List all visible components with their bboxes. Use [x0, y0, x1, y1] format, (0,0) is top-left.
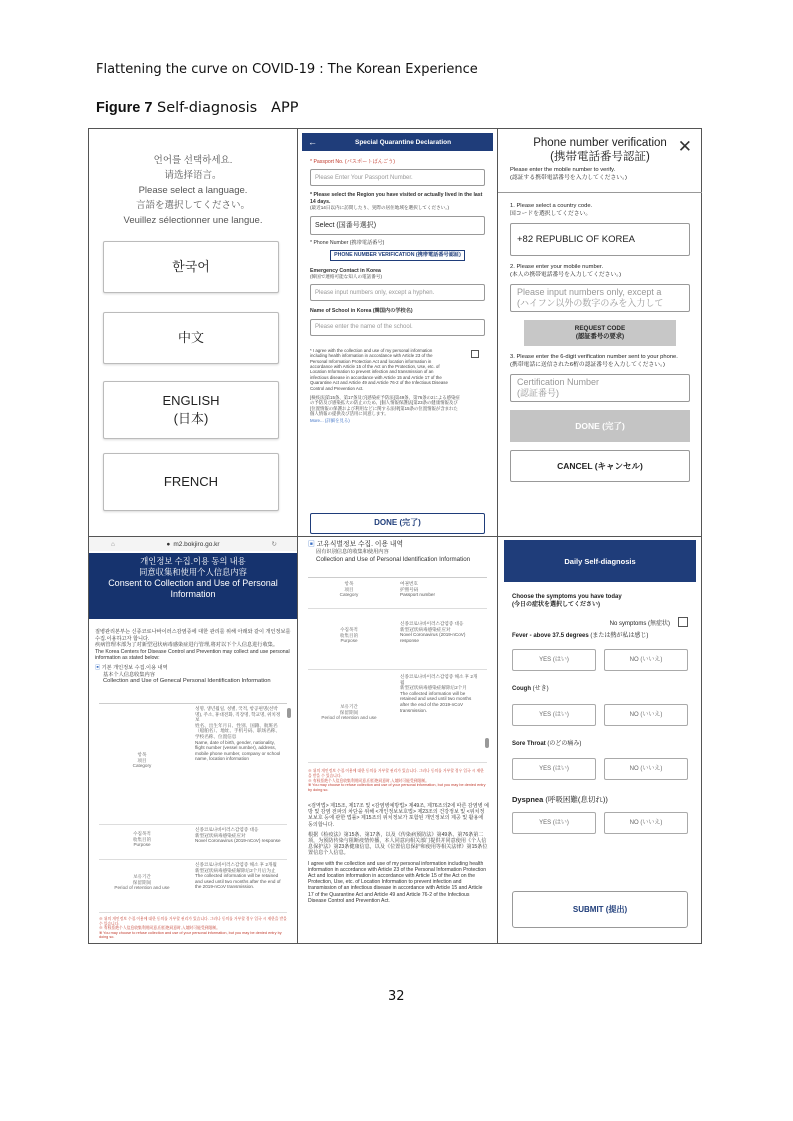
language-button-korean[interactable] — [103, 241, 279, 293]
footnote-jp: ※ 有权拒绝个人信息收集利用同意,但拒绝同意时,入境时可能受到限制。 — [308, 778, 429, 783]
request-code-button[interactable] — [524, 320, 676, 346]
language-prompt: Please select a language. — [138, 185, 248, 196]
emergency-label: Emergency Contact in Korea — [310, 267, 381, 274]
section-ko — [95, 665, 293, 672]
school-label: Name of School in Korea (韓国内の学校名) — [310, 308, 413, 315]
step2-label-jp: (本人の携帯電話番号を入力してください。) — [510, 271, 622, 278]
page-number: 32 — [388, 989, 405, 1004]
running-header: Flattening the curve on COVID-19 : The Korean Experience — [96, 62, 478, 77]
language-prompt: 言語を選択してください。 — [135, 200, 250, 211]
law-text-ko: <검역법> 제15조, 제17조 및 <감염병예방법> 제49조, 제76조의2에 따른 감염병 예방 및 감염 전파의 차단을 위해 <개인정보보호법> 제23조의 건강정보 및 <위치정보보호 등에 관한 법률> 제15조의 위치정보가 포함된 개인정보의 제공 및 활용에 동의합니다. — [308, 803, 489, 828]
country-code-select[interactable] — [510, 223, 690, 256]
row-value-jp: 新型冠状病毒感染症应对 — [400, 626, 451, 632]
symptom-no-button[interactable]: NO (いいえ) — [604, 812, 688, 834]
footnote-ko: ※ 위의 개인정보 수집.이용에 대한 동의를 거부할 권리가 있습니다. 그러나 동의를 거부할 경우 입국 시 제한을 받을 수 있습니다. — [99, 917, 287, 926]
declaration-header — [302, 133, 493, 151]
row-value-jp: 姓名、出生年月日、性别、国籍、航班名（船舶名）、地址、手机号码、职场名称、学校名称、位置信息 — [195, 722, 280, 739]
declaration-title: Special Quarantine Declaration — [355, 138, 452, 146]
unique-table — [308, 577, 487, 764]
daily-header — [504, 540, 696, 582]
row-value-ko: 성명, 생년월일, 성별, 국적, 항공편명(선박명), 주소, 휴대전화, 직장명, 학교명, 위치정보 — [195, 706, 281, 723]
table-scrollbar[interactable] — [287, 708, 291, 718]
cancel-button[interactable] — [510, 450, 690, 482]
figure-title — [96, 100, 298, 116]
square-bullet-icon: ▣ — [95, 664, 102, 671]
language-button-label: 中文 — [177, 330, 204, 345]
consent-browser-panel — [89, 537, 297, 944]
step1-label: 1. Please select a country code. — [510, 203, 593, 209]
row-category-ko: 항목 — [137, 752, 147, 757]
language-prompt: Veuillez sélectionner une langue. — [123, 215, 263, 226]
arrow-left-icon[interactable]: ← — [308, 137, 317, 147]
row-value-ko: 신종코로나바이러스감염증 해소 후 2개월 — [195, 862, 277, 867]
step2-label: 2. Please enter your mobile number. — [510, 264, 604, 270]
submit-label: SUBMIT (提出) — [572, 905, 628, 914]
symptom-name: Sore Throat — [512, 741, 546, 747]
square-bullet-icon: ▣ — [308, 541, 317, 548]
certification-placeholder-jp: (認証番号) — [517, 388, 559, 398]
phone-verification-button[interactable]: PHONE NUMBER VERIFICATION (携帯電話番号認証) — [330, 250, 465, 261]
consent-heading-en: Consent to Collection and Use of Personal Information — [108, 578, 278, 599]
row-category-ko: 항목 — [344, 581, 354, 586]
daily-prompt: Choose the symptoms you have today — [512, 594, 622, 600]
daily-prompt-jp: (今日の症状を選択してください) — [512, 601, 600, 608]
consent-checkbox[interactable] — [471, 350, 479, 358]
language-button-label: ENGLISH — [162, 393, 220, 408]
phone-verification-panel — [498, 129, 702, 536]
declaration-panel — [298, 129, 497, 536]
language-panel — [89, 129, 297, 536]
no-symptoms-option[interactable] — [610, 617, 688, 627]
language-button-label: FRENCH — [163, 474, 219, 489]
symptom-yes-button[interactable]: YES (はい) — [512, 758, 596, 780]
row-value-ko: 신종코로나바이러스감염증 해소 후 2개월 — [400, 674, 478, 685]
submit-button[interactable] — [512, 891, 688, 928]
phone-title-jp: (携帯電話番号認証) — [550, 151, 650, 163]
cancel-label: CANCEL (キャンセル) — [557, 461, 643, 471]
emergency-input[interactable]: Please input numbers only, except a hyphen. — [310, 284, 485, 301]
row-value-en: Passport number — [400, 592, 435, 598]
region-select[interactable]: Select (国番号選択) — [310, 216, 485, 235]
language-prompt: 언어를 선택하세요. — [153, 155, 233, 166]
symptom-yes-button[interactable]: YES (はい) — [512, 812, 596, 834]
no-symptoms-label: No symptoms (無症状) — [609, 620, 670, 627]
table-row — [308, 578, 487, 609]
symptom-name-jp: (または熱が私は感じ) — [590, 633, 649, 639]
row-value-jp: 新型冠状病毒感染症解除后2个月后为止 — [195, 867, 276, 873]
language-button-label: 한국어 — [172, 259, 210, 274]
figure-grid — [88, 128, 702, 944]
phone-done-button[interactable] — [510, 410, 690, 442]
symptom-name-jp: (呼吸困難(息切れ)) — [545, 795, 608, 804]
symptom-label — [512, 741, 581, 749]
row-value-jp: 新型冠状病毒感染症解除后2个月 — [400, 685, 467, 691]
intro-jp: 疾病管理本部为了对新型冠状病毒感染症进行管理,将对以下个人信息进行收集。 — [95, 642, 279, 649]
more-link[interactable]: More... (詳細を見る) — [310, 417, 350, 423]
certification-placeholder: Certification Number — [517, 377, 600, 387]
symptom-yes-button[interactable]: YES (はい) — [512, 649, 596, 671]
row-value-jp: 护照号码 — [400, 586, 419, 592]
unique-section-ko-text: 고유식별정보 수집. 이용 내역 — [316, 541, 404, 548]
symptom-no-button[interactable]: NO (いいえ) — [604, 704, 688, 726]
row-category-jp: 项目 — [137, 757, 147, 763]
close-icon[interactable]: ✕ — [677, 137, 692, 156]
section-jp: 基本个人信息收集内容 — [103, 671, 155, 678]
row-value-jp: 新型冠状病毒感染症应对 — [195, 832, 246, 838]
row-category-ko: 수집목적 — [133, 831, 151, 836]
row-category-ko: 보유기간 — [133, 874, 151, 879]
browser-bar — [89, 537, 297, 551]
law-text-jp: 根据《检疫法》第15条、第17条，以及《传染病预防法》第49条、第76条第二项，为预防传染与阻断疫情传播，本人同意向相关部门提供并同意使用《个人信息保护法》第23条健康信息，以及《位置信息保护和使用等相关法律》第15条位置信息个人信息。 — [308, 831, 488, 857]
phone-intro-jp: (認証する携帯電話番号を入力してください。) — [510, 174, 627, 181]
phone-title: Phone number verification — [533, 137, 667, 149]
row-category-jp: 收集目的 — [132, 836, 152, 842]
language-button-english[interactable] — [103, 381, 279, 439]
symptom-name-jp: (せき) — [532, 686, 549, 692]
unique-id-panel — [298, 537, 497, 944]
phone-intro: Please enter the mobile number to verify. — [510, 167, 616, 173]
consent-table — [99, 703, 287, 914]
symptom-no-button[interactable]: NO (いいえ) — [604, 649, 688, 671]
section-en: Collection and Use of Genecal Personal Identification Information — [103, 678, 271, 685]
table-row — [308, 670, 487, 763]
figure-label: Figure 7 — [96, 100, 153, 116]
declaration-done-button[interactable] — [310, 513, 485, 534]
region-label: * Please select the Region you have visited or actually lived in the last 14 days. — [310, 192, 483, 205]
table-row — [99, 860, 287, 913]
certification-input[interactable] — [510, 374, 690, 402]
row-category-jp: 保留期间 — [132, 879, 152, 885]
footnote-ko: ※ 위의 개인정보 수집.이용에 대한 동의를 거부할 권리가 있습니다. 그러나 동의를 거부할 경우 입국 시 제한을 받을 수 있습니다. — [308, 769, 484, 778]
no-symptoms-checkbox[interactable] — [678, 617, 688, 627]
row-value-en: Novel Coronavirus (2019-nCoV) response — [195, 838, 281, 844]
consent-text-jp: [検疫法]第15条、第17条及び[感染症予防法]第49条、第76条の2による感染症の予防及び感染拡大の防止のため、[個人情報保護法]第23条の健康情報及び[位置情報の保護および利用などに関する法律]第15条の位置情報が含まれた個人情報の提供及び活用に同意します。 — [310, 395, 460, 417]
language-prompt: 请选择语言。 — [164, 170, 222, 181]
step1-label-jp: 国コードを選択してください。 — [510, 210, 592, 217]
request-code-label-jp: (認証番号の要求) — [575, 333, 625, 340]
refresh-icon[interactable]: ↻ — [271, 541, 277, 548]
region-label-jp: (最近14日以内に訪問したり、実際の居住地域を選択してください。) — [310, 205, 450, 211]
section-ko-text: 기본 개인정보 수집.이용 내역 — [101, 664, 168, 671]
unique-section-en: Collection and Use of Personal Identification Information — [316, 555, 471, 563]
symptom-label — [512, 686, 549, 694]
mobile-number-input[interactable] — [510, 284, 690, 312]
row-category-jp: 项目 — [344, 586, 354, 592]
row-category-en: Category — [132, 763, 152, 769]
phone-done-label: DONE (完了) — [575, 421, 625, 431]
daily-diagnosis-panel — [498, 537, 702, 944]
row-value-en: Name, date of birth, gender, nationality, flight number (vessel number), address, mobile phone number, company or school name, location information — [195, 739, 281, 762]
row-value-ko: 신종코로나바이러스감염증 대응 — [195, 827, 259, 832]
intro-ko: 질병관리본부는 신종코로나바이러스감염증에 대한 관리를 위해 아래와 같이 개인정보를 수집.이용하고자 합니다. — [95, 629, 291, 642]
school-input[interactable]: Please enter the name of the school. — [310, 319, 485, 336]
row-category-en: Period of retention and use — [321, 715, 377, 721]
row-value-ko: 여권번호 — [400, 581, 418, 586]
symptom-name: Dyspnea — [512, 795, 544, 804]
row-category-ko: 수집목적 — [340, 627, 358, 632]
consent-heading-block — [89, 553, 297, 619]
language-button-sublabel: (日本) — [173, 411, 209, 426]
declaration-done-label: DONE (完了) — [374, 518, 421, 527]
symptom-label — [512, 633, 648, 641]
unique-section-jp: 固有识别信息的收集和使用内容 — [316, 549, 389, 555]
law-text-en: I agree with the collection and use of my personal information including health information in accordance with Article 23 of the Personal Information Protection Act and location information in accordance with Article 15 of the Act on the Protection, Use, etc. of Location Information to prevent infection and transmission of an infectious disease in accordance with Article 15 and Article 17 of the Quarantine Act and Article 49 and Article 76-2 of the Infectious Disease Control and Prevention Act. — [308, 860, 487, 904]
symptom-no-button[interactable]: NO (いいえ) — [604, 758, 688, 780]
phone-label: * Phone Number (携帯電話番号) — [310, 239, 385, 246]
step3-label-jp: (携帯電話に送信された6桁の認証番号を入力してください。) — [510, 361, 665, 368]
unique-section-ko — [308, 541, 489, 549]
country-code-value: +82 REPUBLIC OF KOREA — [517, 234, 635, 245]
table-scrollbar[interactable] — [485, 738, 489, 748]
mobile-placeholder-jp: (ハイフン以外の数字のみを入力して — [517, 298, 664, 308]
intro-en: The Korea Centers for Disease Control and Prevention may collect and use personal information as stated below: — [95, 648, 290, 662]
request-code-label: REQUEST CODE — [574, 325, 626, 332]
row-value-en: The collected information will be retained and used until two months after the end of the 2019-nCoV transmission. — [195, 873, 281, 890]
emergency-label-jp: (韓国で連絡可能な知人の電話番号) — [310, 273, 382, 279]
row-category-jp: 保留期间 — [339, 709, 359, 715]
row-category-en: Purpose — [133, 842, 151, 848]
passport-label: * Passport No. (パスポートばんごう) — [310, 159, 396, 165]
row-value-ko: 신종코로나바이러스감염증 대응 — [400, 621, 464, 626]
footnote-en: ※ You may choose to refuse collection and use of your personal information, but you may be denied entry by doing so. — [308, 783, 486, 793]
symptom-name-jp: (のどの痛み) — [547, 741, 582, 747]
footnote-jp: ※ 有权拒绝个人信息收集利用同意,但拒绝同意时,入境时可能受到限制。 — [99, 926, 220, 931]
footnote-en: ※ You may choose to refuse collection and use of your personal information, but you may be denied entry by doing so. — [99, 930, 282, 940]
consent-text: * I agree with the collection and use of my personal information including health information in accordance with Article 23 of the Personal Information Protection Act and location information in accordance with Article 15 of the Act on the Protection, Use, etc. of Location Information to prevent infection and transmission of an infectious disease in accordance with Article 15 and Article 17 of the Quarantine Act and Article 49 and Article 76-2 of the Infectious Disease Control and Prevention Act. — [310, 347, 448, 391]
consent-heading-ko: 개인정보 수집.이용 동의 내용 — [140, 556, 246, 566]
row-category-en: Purpose — [340, 638, 358, 644]
symptom-name: Cough — [512, 686, 531, 692]
symptom-label — [512, 796, 608, 804]
row-category-jp: 收集目的 — [339, 632, 359, 638]
row-value-en: Novel Coronavirus (2019-nCoV) response — [400, 632, 466, 643]
lock-icon: ● — [166, 540, 171, 548]
row-category-en: Category — [339, 592, 359, 598]
mobile-placeholder: Please input numbers only, except a — [517, 287, 662, 297]
table-row — [99, 704, 287, 825]
symptom-name: Fever - above 37.5 degrees — [512, 633, 589, 639]
language-button-chinese[interactable] — [103, 312, 279, 364]
row-value-en: The collected information will be retained and used until two months after the end of the 2019-nCoV transmission. — [400, 690, 472, 713]
browser-url: m2.bokjiro.go.kr — [173, 540, 220, 548]
figure-caption: Self-diagnosis APP — [152, 100, 299, 116]
table-row — [308, 609, 487, 670]
step3-label: 3. Please enter the 6-digit verification number sent to your phone. — [510, 354, 678, 360]
symptom-yes-button[interactable]: YES (はい) — [512, 704, 596, 726]
language-button-french[interactable] — [103, 453, 279, 511]
passport-input[interactable]: Please Enter Your Passport Number. — [310, 169, 485, 186]
row-category-ko: 보유기간 — [340, 704, 358, 709]
table-row — [99, 825, 287, 860]
consent-heading-jp: 同意収集和使用个人信息内容 — [139, 567, 247, 577]
daily-title: Daily Self-diagnosis — [564, 556, 636, 566]
home-icon[interactable]: ⌂ — [111, 540, 115, 548]
row-category-en: Period of retention and use — [114, 885, 170, 891]
